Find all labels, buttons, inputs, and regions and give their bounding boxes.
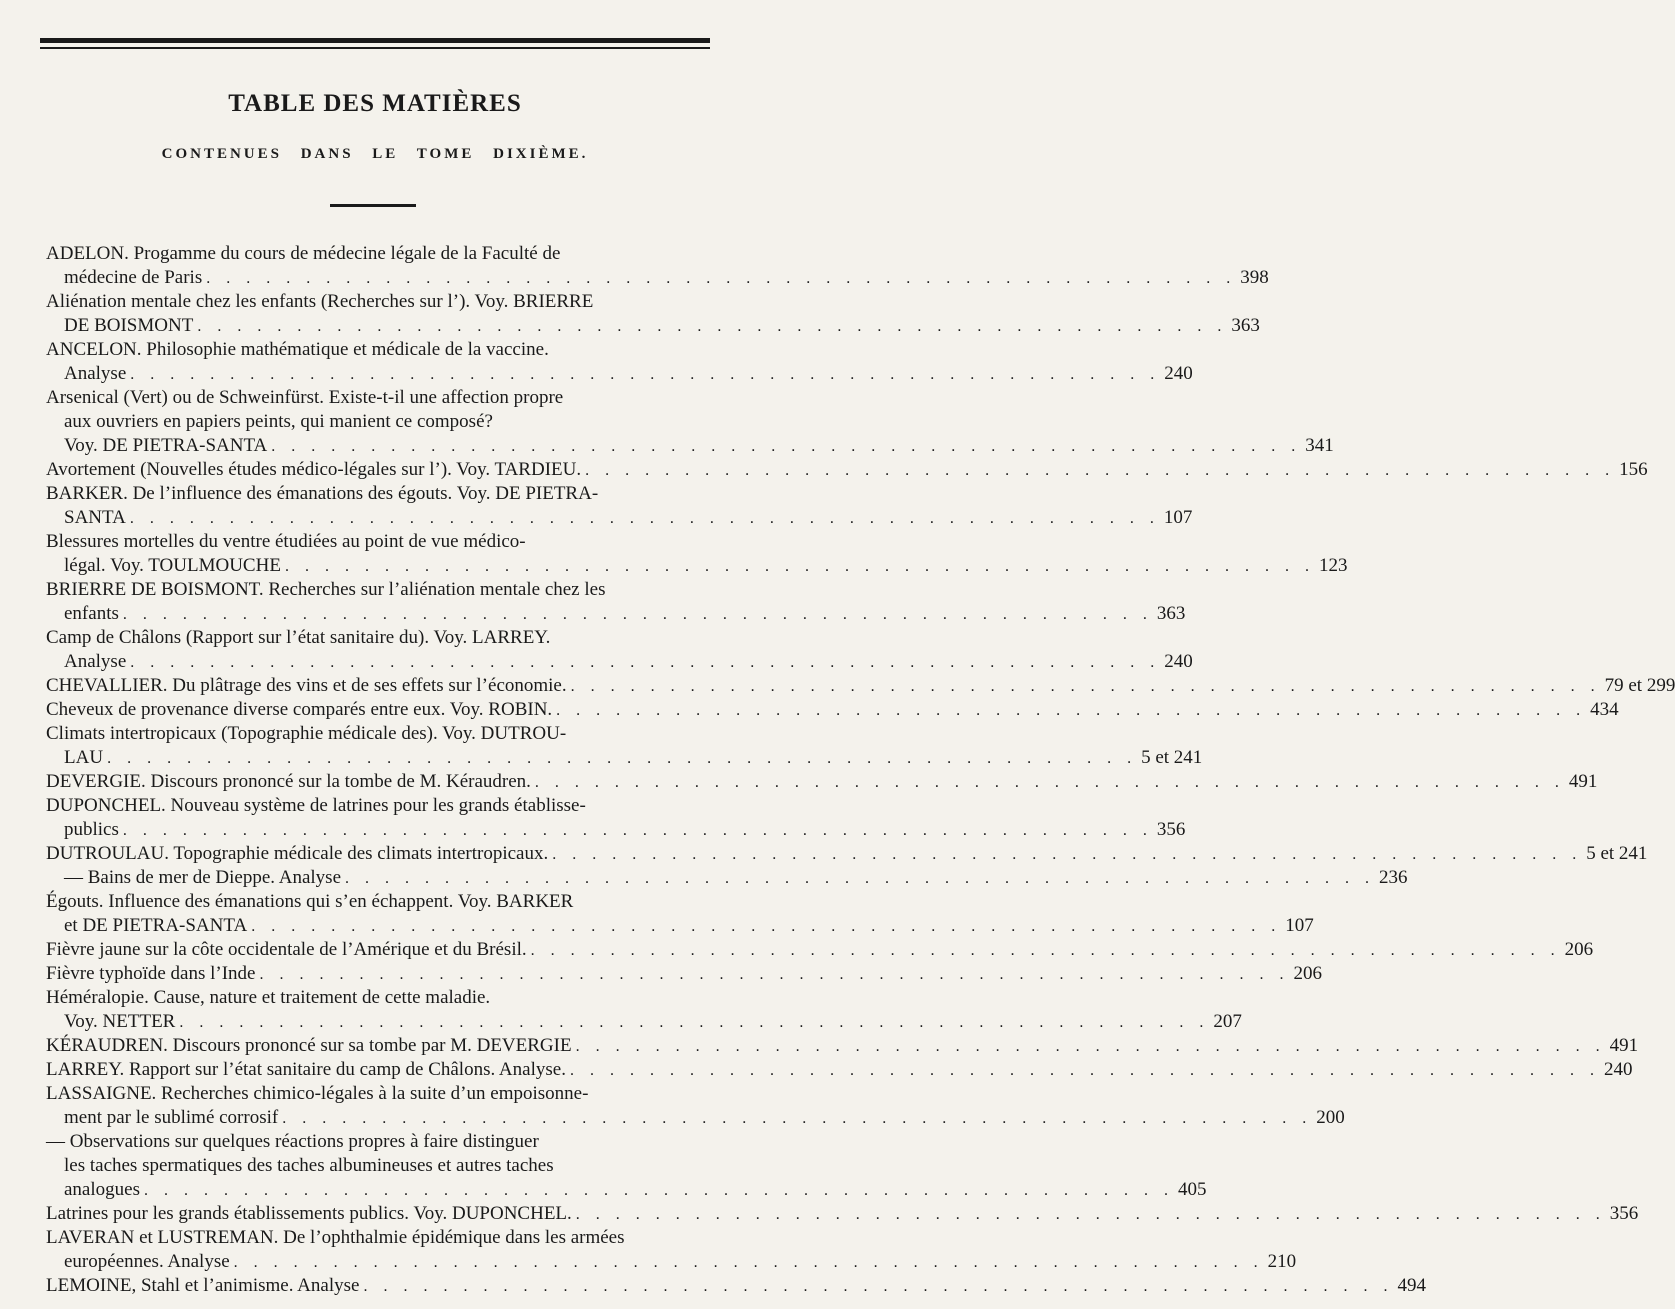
index-entry <box>46 1250 1297 1274</box>
dot-leader <box>345 867 1375 891</box>
entry-text: médecine de Paris <box>64 267 203 288</box>
index-entry <box>46 554 1348 578</box>
index-entry <box>46 290 712 314</box>
page-number: 356 <box>1609 1203 1639 1224</box>
entry-text: Voy. NETTER <box>64 1011 176 1032</box>
top-rule-thin <box>40 47 710 49</box>
index-entry <box>46 458 1648 482</box>
dot-leader <box>535 771 1565 795</box>
page-number: 236 <box>1379 867 1408 888</box>
entry-text: Avortement (Nouvelles études médico-légales sur l’). Voy. TARDIEU. <box>46 459 582 480</box>
page-number: 210 <box>1267 1251 1297 1272</box>
entry-text: Héméralopie. Cause, nature et traitement de cette maladie. <box>46 987 491 1008</box>
index-entry <box>46 890 712 914</box>
page-number: 491 <box>1568 771 1598 792</box>
entry-text: Arsenical (Vert) ou de Schweinfürst. Existe-t-il une affection propre <box>46 387 564 408</box>
dot-leader <box>123 603 1153 627</box>
entry-text: ADELON. Progamme du cours de médecine légale de la Faculté de <box>46 243 561 264</box>
page-number: 398 <box>1240 267 1269 288</box>
index-entry <box>46 962 1322 986</box>
page-number: 5 et 241 <box>1141 747 1203 768</box>
index-entry <box>46 1274 1426 1298</box>
top-rule-thick <box>40 38 710 43</box>
entry-text: Égouts. Influence des émanations qui s’en échappent. Voy. BARKER <box>46 891 574 912</box>
entry-text: SANTA <box>64 507 126 528</box>
entry-text: enfants <box>64 603 119 624</box>
dot-leader <box>552 843 1582 867</box>
index-entry <box>46 266 1269 290</box>
page-number: 494 <box>1397 1275 1426 1296</box>
entry-text: LASSAIGNE. Recherches chimico-légales à la suite d’un empoisonne- <box>46 1083 589 1104</box>
page-number: 240 <box>1164 363 1193 384</box>
dot-leader <box>571 675 1601 699</box>
page-number: 79 et 299 <box>1604 675 1675 696</box>
dot-leader <box>179 1011 1209 1035</box>
entry-text: CHEVALLIER. Du plâtrage des vins et de ses effets sur l’économie. <box>46 675 567 696</box>
dot-leader <box>107 747 1137 771</box>
index-entry <box>46 1082 712 1106</box>
index-entry <box>46 626 712 650</box>
page-number: 107 <box>1163 507 1193 528</box>
page-number: 341 <box>1305 435 1334 456</box>
page-title: TABLE DES MATIÈRES <box>228 90 522 117</box>
entry-text: BRIERRE DE BOISMONT. Recherches sur l’aliénation mentale chez les <box>46 579 606 600</box>
page-number: 156 <box>1619 459 1648 480</box>
index-entry <box>46 770 1598 794</box>
entry-text: Analyse <box>64 651 127 672</box>
index-entries <box>46 242 1675 1298</box>
entry-text: LEMOINE, Stahl et l’animisme. Analyse <box>46 1275 360 1296</box>
entry-text: Cheveux de provenance diverse comparés entre eux. Voy. ROBIN. <box>46 699 553 720</box>
page-number: 206 <box>1564 939 1594 960</box>
entry-text: ANCELON. Philosophie mathématique et médicale de la vaccine. <box>46 339 549 360</box>
dot-leader <box>271 435 1301 459</box>
index-entry <box>46 722 712 746</box>
dot-leader <box>531 939 1561 963</box>
page-number: 240 <box>1603 1059 1633 1080</box>
dot-leader <box>197 315 1227 339</box>
index-entry <box>46 914 1314 938</box>
index-entry <box>46 794 712 818</box>
dot-leader <box>576 1203 1606 1227</box>
entry-text: Voy. DE PIETRA-SANTA <box>64 435 268 456</box>
entry-text: Blessures mortelles du ventre étudiées au point de vue médico- <box>46 531 526 552</box>
dot-leader <box>570 1059 1600 1083</box>
page-number: 356 <box>1156 819 1186 840</box>
index-entry <box>46 698 1619 722</box>
page-number: 363 <box>1156 603 1186 624</box>
dot-leader <box>144 1179 1174 1203</box>
title-separator <box>330 204 416 207</box>
entry-text: les taches spermatiques des taches albumineuses et autres taches <box>64 1155 554 1176</box>
index-entry <box>46 746 1203 770</box>
dot-leader <box>130 363 1160 387</box>
index-entry <box>46 674 1675 698</box>
index-entry <box>46 386 712 410</box>
page-number: 206 <box>1293 963 1322 984</box>
index-entry <box>46 362 1193 386</box>
entry-text: DUTROULAU. Topographie médicale des climats intertropicaux. <box>46 843 549 864</box>
page-number: 107 <box>1285 915 1314 936</box>
index-entry <box>46 410 712 434</box>
dot-leader <box>234 1251 1264 1275</box>
dot-leader <box>251 915 1281 939</box>
index-entry <box>46 530 712 554</box>
index-entry <box>46 1130 712 1154</box>
index-entry <box>46 1154 712 1178</box>
page-number: 405 <box>1177 1179 1207 1200</box>
index-entry <box>46 1010 1242 1034</box>
page-number: 5 et 241 <box>1586 843 1648 864</box>
index-entry <box>46 482 712 506</box>
index-entry <box>46 314 1260 338</box>
page-number: 207 <box>1213 1011 1242 1032</box>
entry-text: KÉRAUDREN. Discours prononcé sur sa tombe par M. DEVERGIE <box>46 1035 572 1056</box>
entry-text: BARKER. De l’influence des émanations des égouts. Voy. DE PIETRA- <box>46 483 599 504</box>
page-number: 491 <box>1609 1035 1639 1056</box>
entry-text: analogues <box>64 1179 140 1200</box>
entry-text: publics <box>64 819 119 840</box>
entry-text: ment par le sublimé corrosif <box>64 1107 279 1128</box>
entry-text: aux ouvriers en papiers peints, qui manient ce composé? <box>64 411 493 432</box>
entry-text: Fièvre jaune sur la côte occidentale de l’Amérique et du Brésil. <box>46 939 527 960</box>
index-entry <box>46 506 1193 530</box>
index-entry <box>46 602 1186 626</box>
entry-text: légal. Voy. TOULMOUCHE <box>64 555 281 576</box>
index-entry <box>46 1202 1639 1226</box>
entry-text: Analyse <box>64 363 127 384</box>
entry-text: — Bains de mer de Dieppe. Analyse <box>64 867 342 888</box>
dot-leader <box>123 819 1153 843</box>
dot-leader <box>363 1275 1393 1299</box>
dot-leader <box>206 267 1236 291</box>
entry-text: Fièvre typhoïde dans l’Inde <box>46 963 256 984</box>
page-number: 363 <box>1231 315 1260 336</box>
entry-text: et DE PIETRA-SANTA <box>64 915 248 936</box>
entry-text: LARREY. Rapport sur l’état sanitaire du camp de Châlons. Analyse. <box>46 1059 566 1080</box>
entry-text: Camp de Châlons (Rapport sur l’état sanitaire du). Voy. LARREY. <box>46 627 551 648</box>
index-entry <box>46 1034 1639 1058</box>
dot-leader <box>556 699 1586 723</box>
dot-leader <box>585 459 1615 483</box>
index-entry <box>46 650 1193 674</box>
dot-leader <box>130 507 1160 531</box>
index-entry <box>46 242 712 266</box>
entry-text: — Observations sur quelques réactions propres à faire distinguer <box>46 1131 539 1152</box>
dot-leader <box>282 1107 1312 1131</box>
entry-text: Climats intertropicaux (Topographie médicale des). Voy. DUTROU- <box>46 723 567 744</box>
entry-text: LAVERAN et LUSTREMAN. De l’ophthalmie épidémique dans les armées <box>46 1227 625 1248</box>
index-entry <box>46 1058 1633 1082</box>
index-entry <box>46 1226 712 1250</box>
page-subtitle: CONTENUES DANS LE TOME DIXIÈME. <box>161 146 589 162</box>
dot-leader <box>259 963 1289 987</box>
dot-leader <box>285 555 1315 579</box>
index-entry <box>46 938 1594 962</box>
dot-leader <box>130 651 1160 675</box>
page-number: 123 <box>1318 555 1348 576</box>
index-entry <box>46 434 1334 458</box>
index-entry <box>46 338 712 362</box>
index-entry <box>46 842 1648 866</box>
index-entry <box>46 578 712 602</box>
dot-leader <box>576 1035 1606 1059</box>
entry-text: LAU <box>64 747 104 768</box>
entry-text: Latrines pour les grands établissements publics. Voy. DUPONCHEL. <box>46 1203 572 1224</box>
index-entry <box>46 1178 1207 1202</box>
page-number: 200 <box>1316 1107 1345 1128</box>
entry-text: Aliénation mentale chez les enfants (Recherches sur l’). Voy. BRIERRE <box>46 291 594 312</box>
entry-text: européennes. Analyse <box>64 1251 230 1272</box>
entry-text: DE BOISMONT <box>64 315 194 336</box>
entry-text: DUPONCHEL. Nouveau système de latrines pour les grands établisse- <box>46 795 586 816</box>
entry-text: DEVERGIE. Discours prononcé sur la tombe de M. Kéraudren. <box>46 771 531 792</box>
index-entry <box>46 986 712 1010</box>
index-entry <box>46 1106 1345 1130</box>
page-number: 240 <box>1164 651 1193 672</box>
index-entry <box>46 818 1186 842</box>
index-entry <box>46 866 1408 890</box>
page-number: 434 <box>1590 699 1619 720</box>
